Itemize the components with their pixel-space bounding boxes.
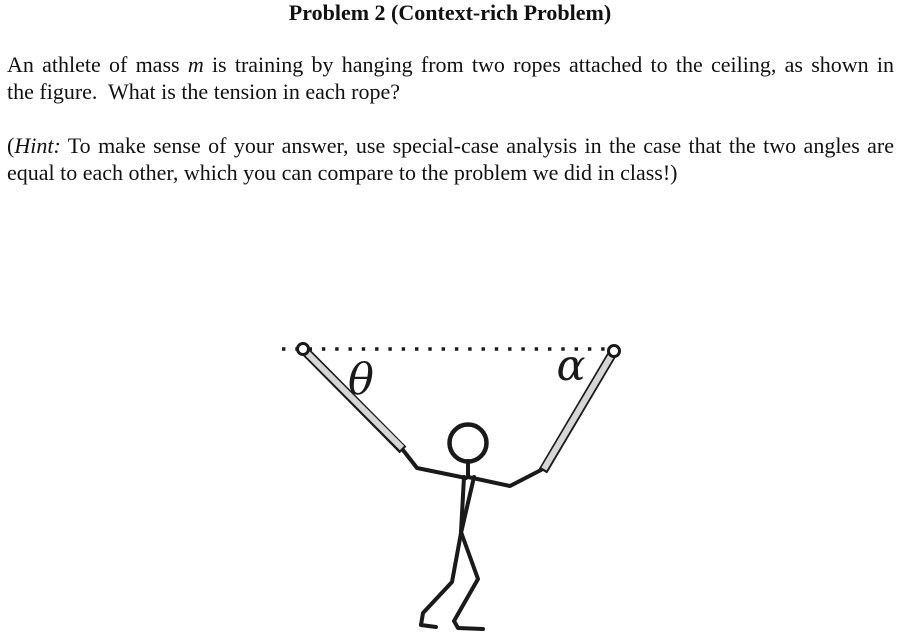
problem-text-line-2: the figure. What is the tension in each rope? [7,78,401,104]
page-title: Problem 2 (Context-rich Problem) [288,0,612,25]
athlete-head [450,425,487,462]
theta-angle-label: θ [348,355,374,405]
athlete-torso-left-leg [421,477,474,627]
left-anchor-ring-icon [298,344,309,355]
hint-paragraph [7,133,894,186]
athlete-ropes-figure [268,330,632,636]
mass-symbol: m [187,52,204,77]
hint-text-line-2: equal to each other, which you can compare to the problem we did in class!) [7,159,678,185]
problem-statement [7,52,894,105]
hint-label: Hint: [14,133,61,158]
athlete-right-arm [468,470,541,486]
problem-text-line-1: An athlete of mass m is training by hanging from two ropes attached to the ceiling, as shown in [7,52,894,77]
right-anchor-ring-icon [609,346,620,357]
athlete-stick-figure [403,425,541,630]
hint-text-line-1: (Hint: To make sense of your answer, use special-case analysis in the case that the two angles are [7,133,894,158]
alpha-angle-label: α [556,341,586,391]
